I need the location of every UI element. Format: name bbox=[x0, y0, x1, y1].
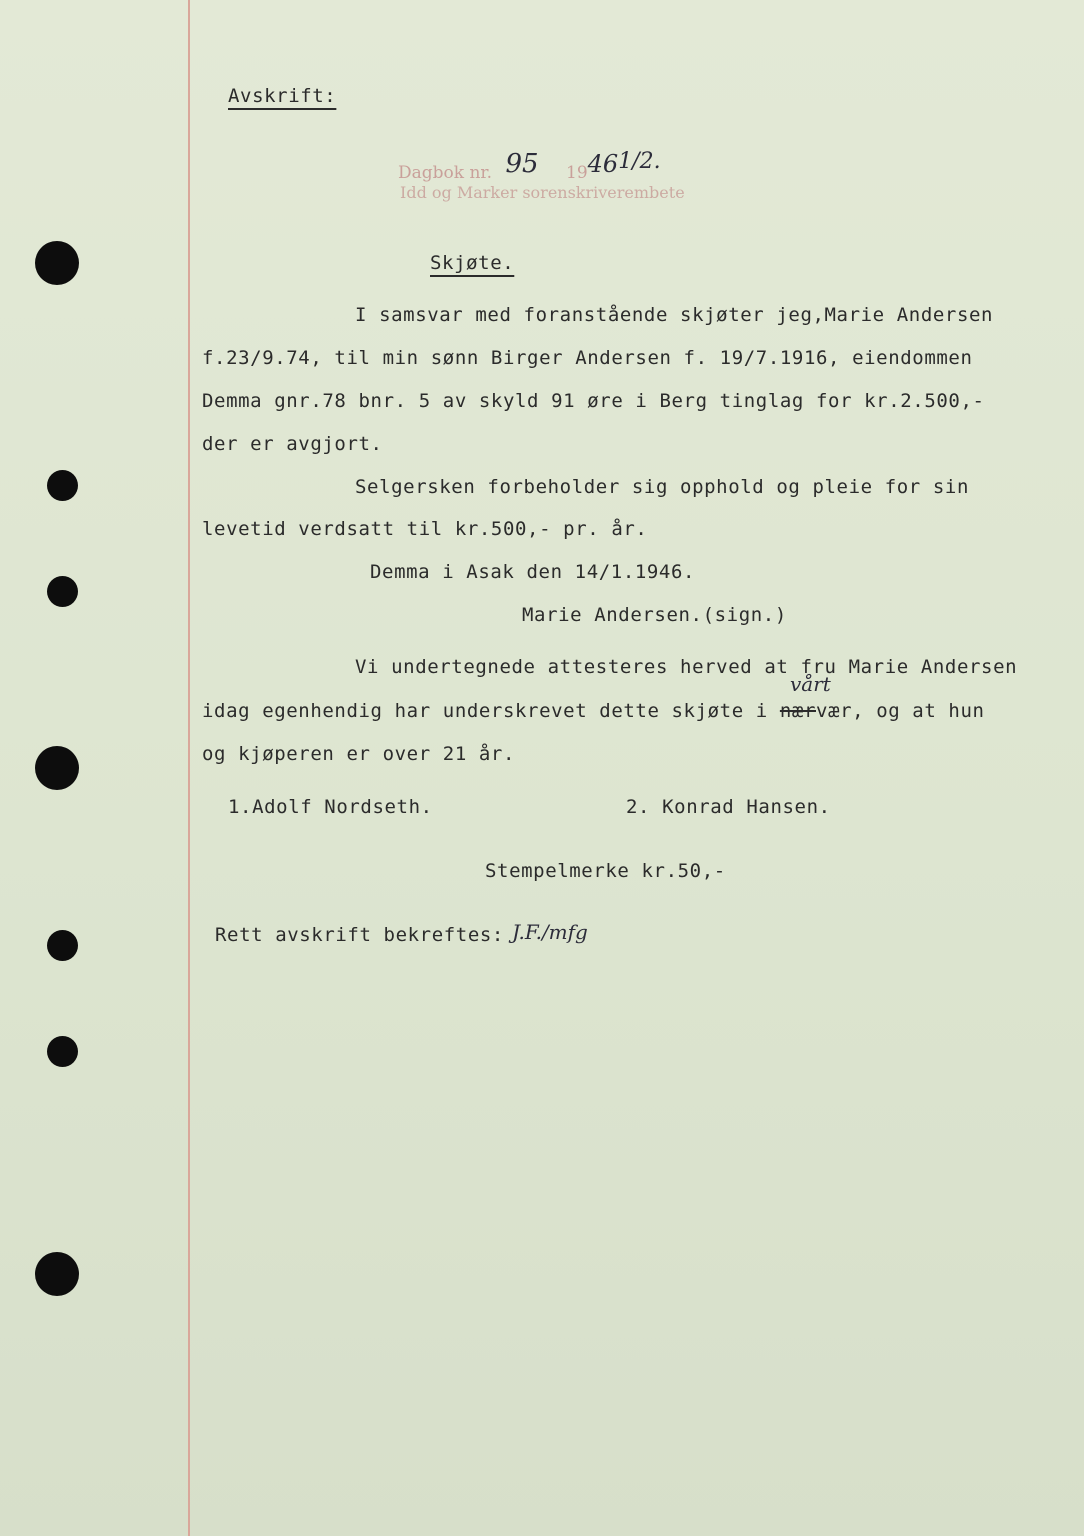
punch-hole bbox=[35, 1252, 79, 1296]
attest-line1: Vi undertegnede attesteres herved at fru Marie Andersen bbox=[355, 656, 1018, 678]
registration-stamp bbox=[398, 149, 661, 185]
witness-1: 1.Adolf Nordseth. bbox=[228, 796, 433, 818]
certification-label: Rett avskrift bekreftes: bbox=[215, 924, 504, 946]
place-date: Demma i Asak den 14/1.1946. bbox=[370, 561, 696, 583]
attest-line2-end: vær, og at hun bbox=[816, 700, 985, 722]
stamp-year-prefix: 19 bbox=[566, 163, 588, 183]
stamp-date-hand: 1/2. bbox=[618, 149, 661, 174]
struck-word: nær bbox=[779, 700, 816, 722]
attest-line3: og kjøperen er over 21 år. bbox=[202, 743, 516, 765]
stamp-office-line: Idd og Marker sorenskriverembete bbox=[400, 183, 685, 202]
document-title: Avskrift: bbox=[228, 85, 337, 107]
paragraph1-line1: I samsvar med foranstående skjøter jeg,Marie Andersen bbox=[355, 304, 994, 326]
stamp-duty: Stempelmerke kr.50,- bbox=[485, 860, 726, 882]
paragraph1-line2: f.23/9.74, til min sønn Birger Andersen f. 19/7.1916, eiendommen bbox=[202, 347, 973, 369]
handwritten-insert: vårt bbox=[790, 672, 831, 696]
paragraph1-line4: der er avgjort. bbox=[202, 433, 383, 455]
paragraph2-line1: Selgersken forbeholder sig opphold og pleie for sin bbox=[355, 476, 969, 498]
stamp-year-hand: 46 bbox=[587, 150, 619, 178]
witness-2: 2. Konrad Hansen. bbox=[626, 796, 831, 818]
attest-line2 bbox=[202, 700, 985, 722]
deed-heading: Skjøte. bbox=[430, 252, 515, 274]
punch-hole bbox=[35, 241, 79, 285]
punch-hole bbox=[47, 1036, 78, 1067]
stamp-prefix: Dagbok nr. bbox=[398, 163, 493, 183]
seller-signature: Marie Andersen.(sign.) bbox=[522, 604, 787, 626]
stamp-number: 95 bbox=[505, 149, 539, 179]
punch-hole bbox=[47, 576, 78, 607]
punch-hole bbox=[47, 930, 78, 961]
paragraph1-line3: Demma gnr.78 bnr. 5 av skyld 91 øre i Berg tinglag for kr.2.500,- bbox=[202, 390, 985, 412]
paragraph2-line2: levetid verdsatt til kr.500,- pr. år. bbox=[202, 518, 648, 540]
attest-line2-text: idag egenhendig har underskrevet dette skjøte i bbox=[202, 700, 780, 722]
punch-hole bbox=[47, 470, 78, 501]
margin-line bbox=[188, 0, 190, 1536]
punch-hole bbox=[35, 746, 79, 790]
certification-initials: J.F./mfg bbox=[512, 920, 588, 944]
